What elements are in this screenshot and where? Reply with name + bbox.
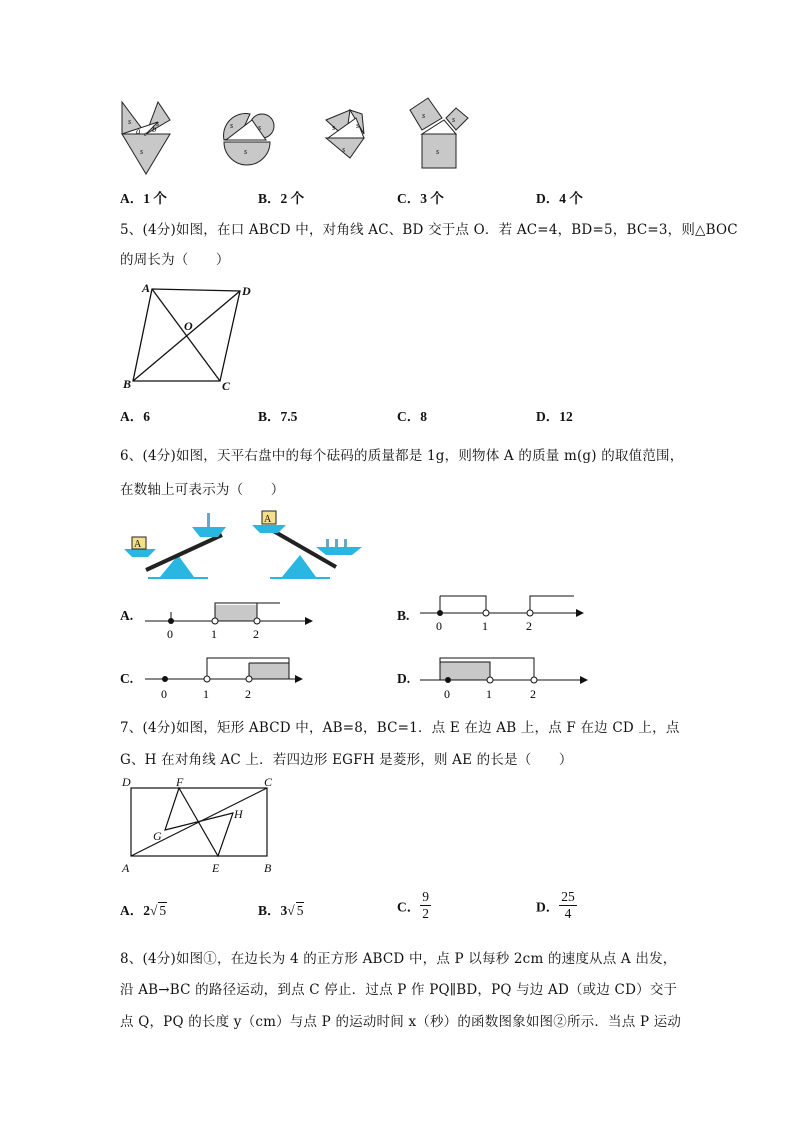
q6-d-tick-2: 2 — [530, 687, 536, 701]
q7-option-d[interactable] — [536, 889, 577, 922]
q4-label-b: b — [152, 124, 157, 134]
q7-option-a-radicand: 5 — [159, 903, 167, 918]
q5-option-c[interactable]: C．8 — [397, 409, 427, 424]
q6-a-tick-2: 2 — [253, 627, 259, 641]
q7-label-c: C — [264, 775, 273, 789]
q4-figure-4 — [410, 98, 468, 168]
q6-a-tick-1: 1 — [211, 627, 217, 641]
q5-label-c: C — [222, 379, 231, 393]
q6-c-tick-1: 1 — [203, 687, 209, 701]
q6-text-line2: 在数轴上可表示为（ ） — [120, 482, 285, 498]
q5-option-b[interactable]: B．7.5 — [258, 409, 298, 424]
q4-label-s3: s — [140, 147, 144, 156]
q7-option-d-denominator: 4 — [564, 906, 572, 921]
q6-option-d-numberline[interactable] — [420, 652, 590, 702]
q7-label-h: H — [234, 807, 243, 821]
q7-option-b-radicand: 5 — [296, 903, 304, 918]
q7-label-g: G — [153, 829, 162, 843]
q7-option-c[interactable] — [397, 889, 431, 922]
q5-label-d: D — [242, 284, 251, 298]
q6-left-object-label: A — [134, 539, 142, 550]
q4-label-a: a — [136, 126, 141, 136]
q8-text-line1: 8、(4分)如图①，在边长为 4 的正方形 ABCD 中，点 P 以每秒 2cm 的速度从点 A 出发， — [120, 951, 677, 967]
q5-text-line2: 的周长为（ ） — [120, 252, 230, 268]
q6-option-c-numberline[interactable] — [145, 652, 315, 702]
q4-f2-s1: s — [230, 121, 234, 130]
q4-f4-s2: s — [452, 115, 456, 124]
q7-option-b-coef: 3 — [280, 903, 288, 918]
q6-option-a-label[interactable]: A. — [120, 608, 134, 623]
q6-text-line1: 6、(4分)如图，天平右盘中的每个砝码的质量都是 1g，则物体 A 的质量 m(g) 的取值范围， — [120, 448, 684, 464]
q6-b-tick-2: 2 — [526, 619, 532, 633]
q4-label-c: c — [144, 130, 148, 138]
q4-option-a[interactable]: A．1 个 — [120, 191, 167, 206]
q7-label-f: F — [176, 775, 184, 789]
q6-option-b-numberline[interactable] — [420, 592, 590, 642]
q4-figures — [110, 92, 490, 176]
q5-label-b: B — [123, 377, 132, 391]
q7-option-d-fraction — [559, 889, 577, 922]
q5-option-d[interactable]: D．12 — [536, 409, 573, 424]
q7-label-d: D — [122, 775, 131, 789]
q4-f3-s3: s — [342, 145, 346, 154]
q7-label-b: B — [264, 861, 272, 875]
sqrt-icon: √ — [287, 903, 295, 918]
q6-option-a-numberline[interactable] — [145, 592, 315, 642]
q7-option-b[interactable] — [258, 899, 304, 919]
q6-b-tick-0: 0 — [436, 619, 442, 633]
q5-label-o: O — [184, 319, 193, 333]
q6-option-d-label[interactable]: D. — [397, 671, 411, 686]
q5-option-a[interactable]: A．6 — [120, 409, 150, 424]
q6-d-tick-0: 0 — [444, 687, 450, 701]
q6-right-object-label: A — [264, 514, 272, 525]
q4-f2-s3: s — [244, 147, 248, 156]
q4-option-c[interactable]: C．3 个 — [397, 191, 444, 206]
q7-option-c-numerator: 9 — [422, 889, 429, 904]
q4-option-b[interactable]: B．2 个 — [258, 191, 305, 206]
q4-f3-s1: s — [332, 123, 336, 132]
q4-f2-s2: s — [258, 123, 262, 132]
q5-text-line1: 5、(4分)如图，在口 ABCD 中，对角线 AC、BD 交于点 O．若 AC=4，BD=5，BC=3，则△BOC — [120, 222, 738, 238]
q6-balance-figure — [120, 505, 370, 580]
q8-text-line2: 沿 AB→BC 的路径运动，到点 C 停止．过点 P 作 PQ∥BD，PQ 与边 AD（或边 CD）交于 — [120, 982, 678, 998]
q4-option-d[interactable]: D．4 个 — [536, 191, 583, 206]
q6-a-tick-0: 0 — [167, 627, 173, 641]
q7-rectangle-figure — [118, 772, 283, 877]
q7-option-c-denominator: 2 — [422, 906, 429, 921]
q7-option-d-numerator: 25 — [561, 889, 575, 904]
q5-label-a: A — [142, 281, 151, 295]
q7-option-a-coef: 2 — [143, 903, 150, 918]
q4-f4-s1: s — [422, 111, 426, 120]
q6-left-balance — [124, 513, 226, 579]
q8-text-line3: 点 Q，PQ 的长度 y（cm）与点 P 的运动时间 x（秒）的函数图象如图②所示．当点 P 运动 — [120, 1014, 682, 1030]
q7-text-line1: 7、(4分)如图，矩形 ABCD 中，AB=8，BC=1．点 E 在边 AB 上，点 F 在边 CD 上，点 — [120, 720, 680, 736]
q7-text-line2: G、H 在对角线 AC 上．若四边形 EGFH 是菱形，则 AE 的长是（ ） — [120, 752, 573, 768]
q4-f4-s3: s — [436, 147, 440, 156]
q4-figure-1 — [122, 102, 170, 174]
sqrt-icon: √ — [150, 903, 158, 918]
q6-option-b-label[interactable]: B. — [397, 608, 410, 623]
q6-option-c-label[interactable]: C. — [120, 671, 134, 686]
q6-d-tick-1: 1 — [486, 687, 492, 701]
q6-c-tick-0: 0 — [161, 687, 167, 701]
q5-parallelogram-figure — [118, 280, 263, 395]
q4-label-s1: s — [128, 117, 132, 126]
q6-b-tick-1: 1 — [482, 619, 488, 633]
q7-option-c-fraction — [420, 889, 431, 922]
q4-label-s2: s — [156, 119, 160, 128]
q7-option-a[interactable] — [120, 899, 167, 919]
q7-option-d-label: D． — [536, 899, 560, 915]
q7-label-a: A — [122, 861, 130, 875]
q6-c-tick-2: 2 — [245, 687, 251, 701]
q6-right-balance — [252, 511, 362, 579]
q7-label-e: E — [212, 861, 220, 875]
q7-option-c-label: C． — [397, 899, 421, 915]
q7-option-a-label: A． — [120, 903, 144, 918]
q7-option-b-label: B． — [258, 903, 281, 918]
q4-f3-s2: s — [356, 121, 360, 130]
